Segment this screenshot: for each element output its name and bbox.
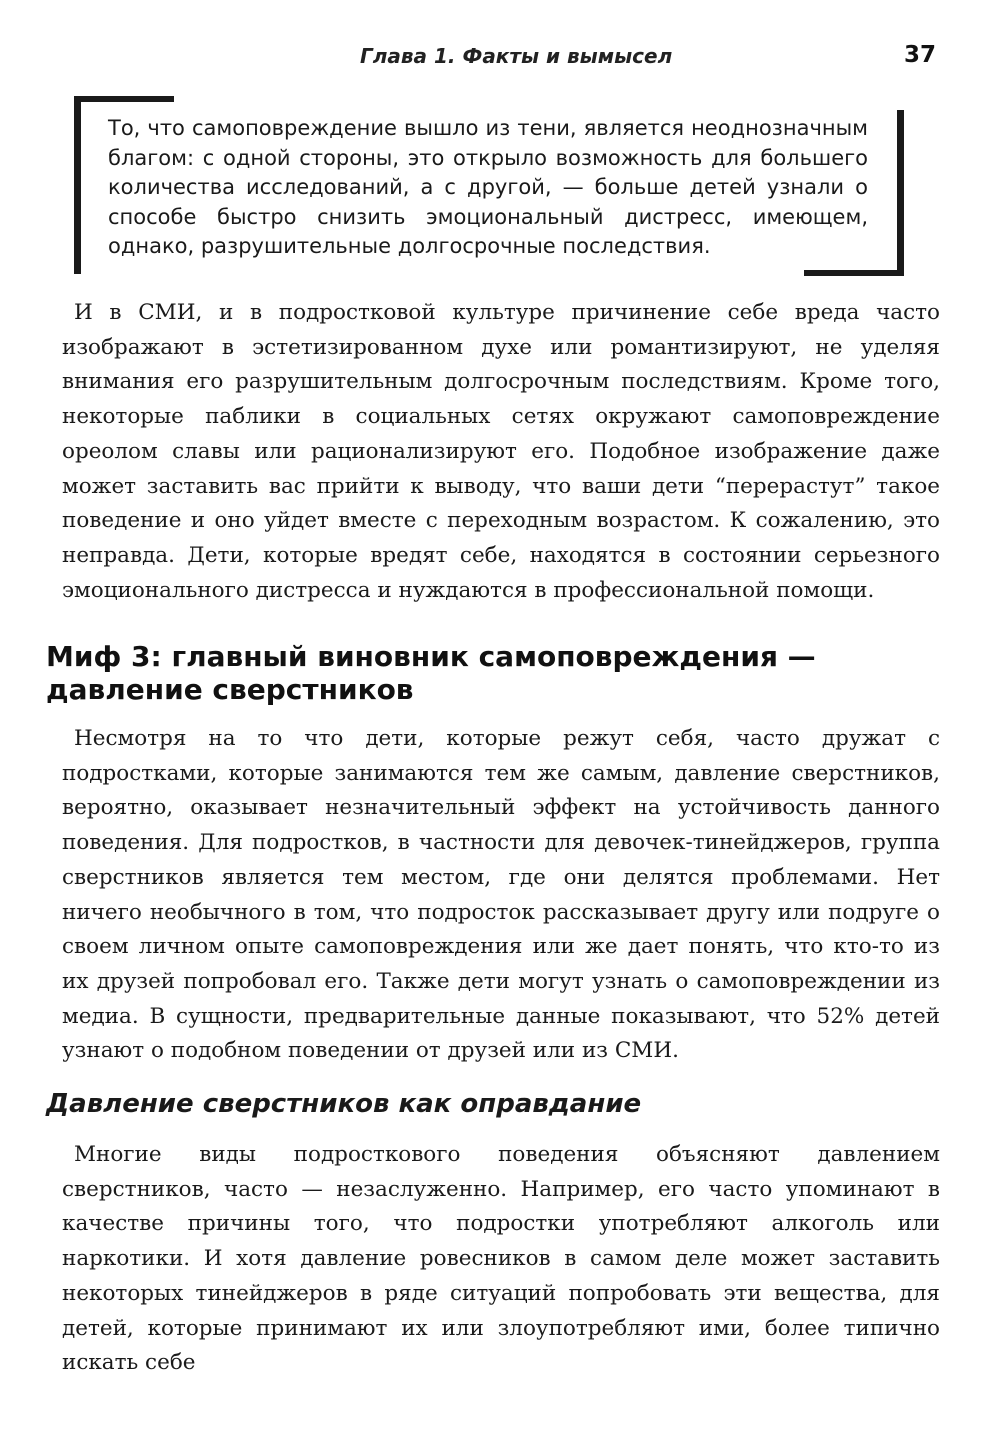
bracket-bottom-right (897, 110, 904, 276)
callout-text: То, что самоповреждение вышло из тени, является неоднозначным благом: с одной стороны, это открыло возможность для большего количества исследований, а с другой, — больше детей узнали о способе быстро снизить эмоциональный дистресс, имеющем, однако, разрушительные долгосрочные последствия. (108, 116, 868, 258)
paragraph-excuse: Многие виды подросткового поведения объясняют давлением сверстников, часто — незаслуженно. Например, его часто упоминают в качестве причины того, что подростки употребляют алкоголь или наркотики. И хотя давление ровесников в самом деле может заставить некоторых тинейджеров в ряде ситуаций попробовать эти вещества, для детей, которые принимают их или злоупотребляют ими, более типично искать себе (62, 1142, 940, 1376)
section-heading-myth-3: Миф 3: главный виновник самоповреждения — давление сверстников (46, 640, 816, 706)
paragraph-peers: Несмотря на то что дети, которые режут себя, часто дружат с подростками, которые занимаются тем же самым, давление сверстников, вероятно, оказывает незначительный эффект на устойчивость данного поведения. Для подростков, в частности для девочек-тинейджеров, группа сверстников является тем местом, где они делятся проблемами. Нет ничего необычного в том, что подросток рассказывает другу или подруге о своем личном опыте самоповреждения или же дает понять, что кто-то из их друзей попробовал его. Также дети могут узнать о самоповреждении из медиа. В сущности, предварительные данные показывают, что 52% детей узнают о подобном поведении от друзей или из СМИ. (62, 726, 940, 1064)
bracket-top-left (74, 96, 81, 274)
bracket-top-left-horizontal (74, 96, 174, 102)
running-header (0, 42, 1000, 76)
bracket-bottom-right-horizontal (804, 270, 904, 276)
page-number: 37 (903, 42, 936, 68)
paragraph-media: И в СМИ, и в подростковой культуре причинение себе вреда часто изображают в эстетизированном духе или романтизируют, не уделяя внимания его разрушительным долгосрочным последствиям. Кроме того, некоторые паблики в социальных сетях окружают самоповреждение ореолом славы или рационализируют его. Подобное изображение даже может заставить вас прийти к выводу, что ваши дети “перерастут” такое поведение и оно уйдет вместе с переходным возрастом. К сожалению, это неправда. Дети, которые вредят себе, находятся в состоянии серьезного эмоционального дистресса и нуждаются в профессиональной помощи. (62, 300, 940, 603)
callout-box (74, 96, 904, 276)
subsection-heading-peer-excuse: Давление сверстников как оправдание (46, 1089, 642, 1119)
chapter-title: Глава 1. Факты и вымысел (360, 44, 673, 68)
